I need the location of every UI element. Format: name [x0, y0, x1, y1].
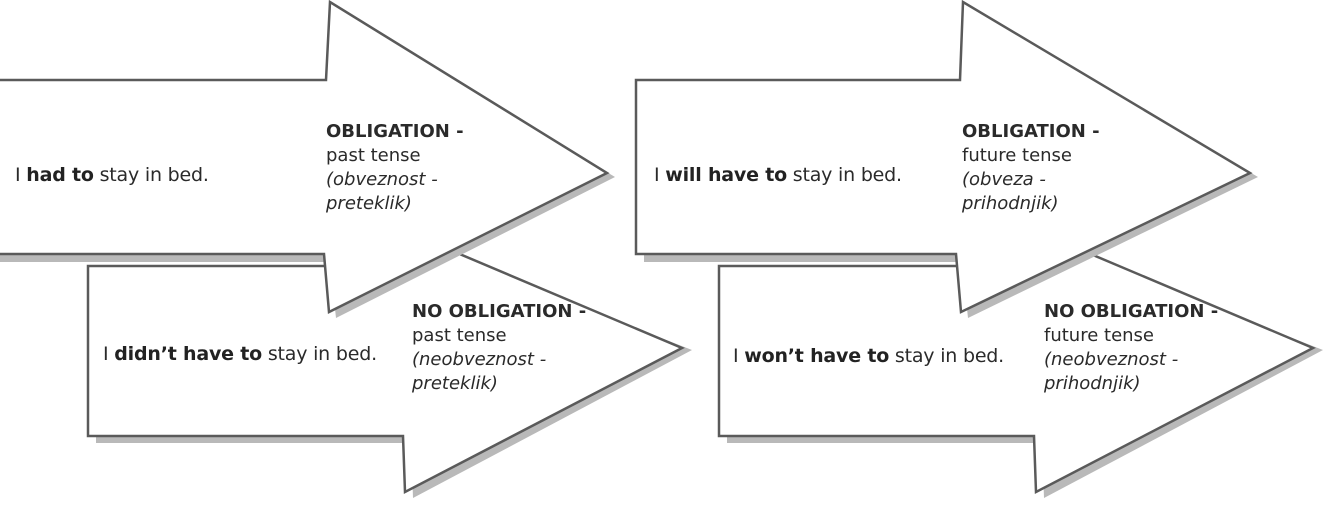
sentence-past-no-obligation — [103, 343, 377, 365]
sentence-prefix: I — [15, 164, 27, 186]
label-future-obligation — [962, 120, 1100, 216]
label-tense: future tense — [962, 145, 1073, 166]
label-heading: NO OBLIGATION - — [1044, 301, 1219, 322]
sentence-suffix: stay in bed. — [93, 164, 209, 186]
label-translation-2: prihodnjik) — [962, 193, 1059, 214]
label-heading: NO OBLIGATION - — [412, 301, 587, 322]
sentence-suffix: stay in bed. — [261, 343, 377, 365]
label-translation-1: (obveznost - — [326, 169, 438, 190]
sentence-future-obligation — [654, 164, 902, 186]
label-translation-2: preteklik) — [326, 193, 412, 214]
label-past-no-obligation — [412, 300, 586, 396]
label-future-no-obligation — [1044, 300, 1218, 396]
modal-phrase: didn’t have to — [114, 343, 262, 365]
sentence-past-obligation — [15, 164, 209, 186]
label-translation-2: prihodnjik) — [1044, 373, 1141, 394]
modal-phrase: will have to — [665, 164, 787, 186]
label-tense: past tense — [412, 325, 507, 346]
label-tense: past tense — [326, 145, 421, 166]
sentence-suffix: stay in bed. — [889, 345, 1005, 367]
modal-phrase: had to — [26, 164, 94, 186]
sentence-prefix: I — [654, 164, 666, 186]
label-tense: future tense — [1044, 325, 1155, 346]
label-translation-2: preteklik) — [412, 373, 498, 394]
label-heading: OBLIGATION - — [326, 121, 464, 142]
sentence-prefix: I — [733, 345, 745, 367]
label-past-obligation — [326, 120, 464, 216]
modal-phrase: won’t have to — [744, 345, 890, 367]
label-translation-1: (obveza - — [962, 169, 1046, 190]
label-heading: OBLIGATION - — [962, 121, 1100, 142]
sentence-future-no-obligation — [733, 345, 1004, 367]
sentence-suffix: stay in bed. — [786, 164, 902, 186]
label-translation-1: (neobveznost - — [1044, 349, 1179, 370]
label-translation-1: (neobveznost - — [412, 349, 547, 370]
sentence-prefix: I — [103, 343, 115, 365]
